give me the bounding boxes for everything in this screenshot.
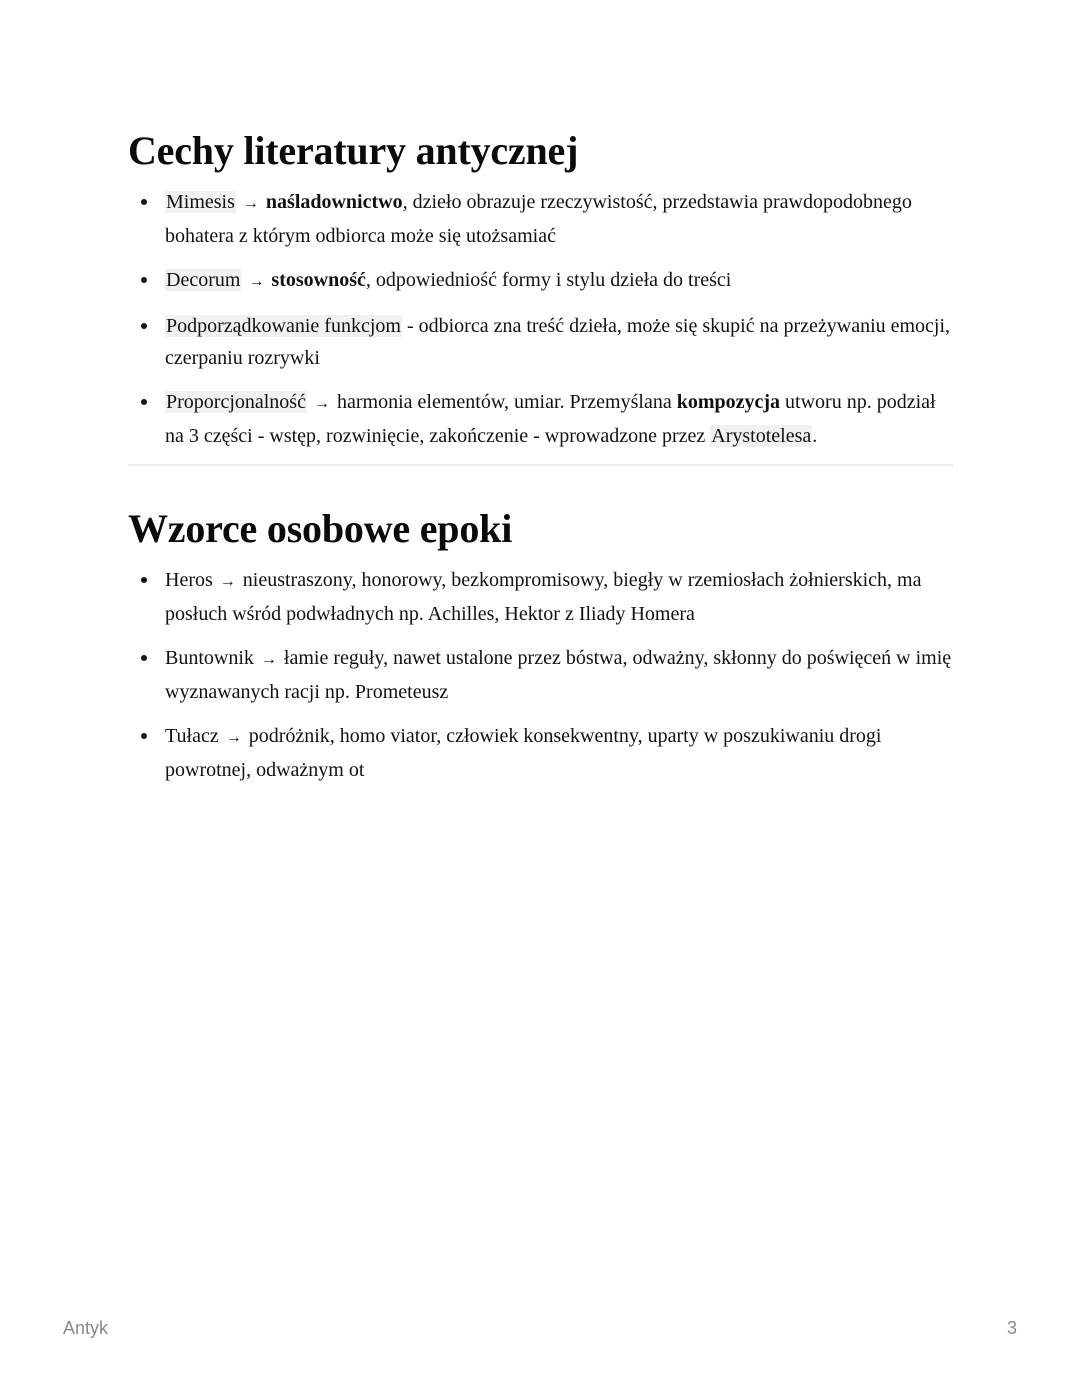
arrow-icon: → xyxy=(313,395,330,412)
section-heading-cechy: Cechy literatury antycznej xyxy=(128,128,579,173)
bold-term: naśladownictwo xyxy=(265,191,403,213)
term-highlight: Decorum xyxy=(166,269,241,291)
bold-term: stosowność xyxy=(271,269,366,291)
list-item-heros xyxy=(128,564,953,630)
term: Tułacz xyxy=(165,725,219,747)
page-number: 3 xyxy=(1006,1318,1017,1338)
item-text: . xyxy=(812,425,818,447)
arrow-icon: → xyxy=(225,729,242,746)
item-text: - odbiorca zna treść dzieła, może się skupić na przeżywaniu emocji, czerpaniu rozrywki xyxy=(165,315,951,369)
item-text: łamie reguły, nawet ustalone przez bóstwa, odważny, skłonny do poświęceń w imię wyznawanych racji np. Prometeusz xyxy=(165,647,952,703)
footer-title: Antyk xyxy=(63,1318,109,1338)
document-page xyxy=(128,128,953,798)
term-highlight: Mimesis xyxy=(166,191,235,213)
arrow-icon: → xyxy=(248,273,265,290)
item-text: , odpowiedniość formy i stylu dzieła do treści xyxy=(365,269,732,291)
item-text: nieustraszony, honorowy, bezkompromisowy, biegły w rzemiosłach żołnierskich, ma posłuch wśród podwładnych np. Achilles, Hektor z Iliady Homera xyxy=(165,569,922,625)
cechy-list xyxy=(128,186,953,452)
item-text: podróżnik, homo viator, człowiek konsekwentny, uparty w poszukiwaniu drogi powrotnej, odważnym ot xyxy=(165,725,882,781)
list-item-decorum xyxy=(128,264,953,298)
divider xyxy=(128,464,953,466)
section-heading-wzorce: Wzorce osobowe epoki xyxy=(128,506,513,551)
arrow-icon: → xyxy=(260,651,277,668)
list-item-proporcjonalnosc xyxy=(128,386,953,452)
list-item-mimesis xyxy=(128,186,953,252)
list-item-podporzadkowanie xyxy=(128,310,953,374)
item-text: , dzieło obrazuje rzeczywistość, przedstawia prawdopodobnego bohatera z którym odbiorca może się utożsamiać xyxy=(165,191,912,247)
term-highlight: Arystotelesa xyxy=(711,425,812,447)
item-text: harmonia elementów, umiar. Przemyślana xyxy=(331,391,677,413)
term: Heros xyxy=(165,569,213,591)
arrow-icon: → xyxy=(242,195,259,212)
list-item-buntownik xyxy=(128,642,953,708)
list-item-tulacz xyxy=(128,720,953,786)
wzorce-list xyxy=(128,564,953,786)
bold-term: kompozycja xyxy=(676,391,781,413)
arrow-icon: → xyxy=(219,573,236,590)
term: Buntownik xyxy=(165,647,254,669)
term-highlight: Proporcjonalność xyxy=(166,391,306,413)
term-highlight: Podporządkowanie funkcjom xyxy=(166,315,401,337)
item-text: utworu np. podział na 3 części - wstęp, rozwinięcie, zakończenie - wprowadzone przez xyxy=(165,391,936,447)
